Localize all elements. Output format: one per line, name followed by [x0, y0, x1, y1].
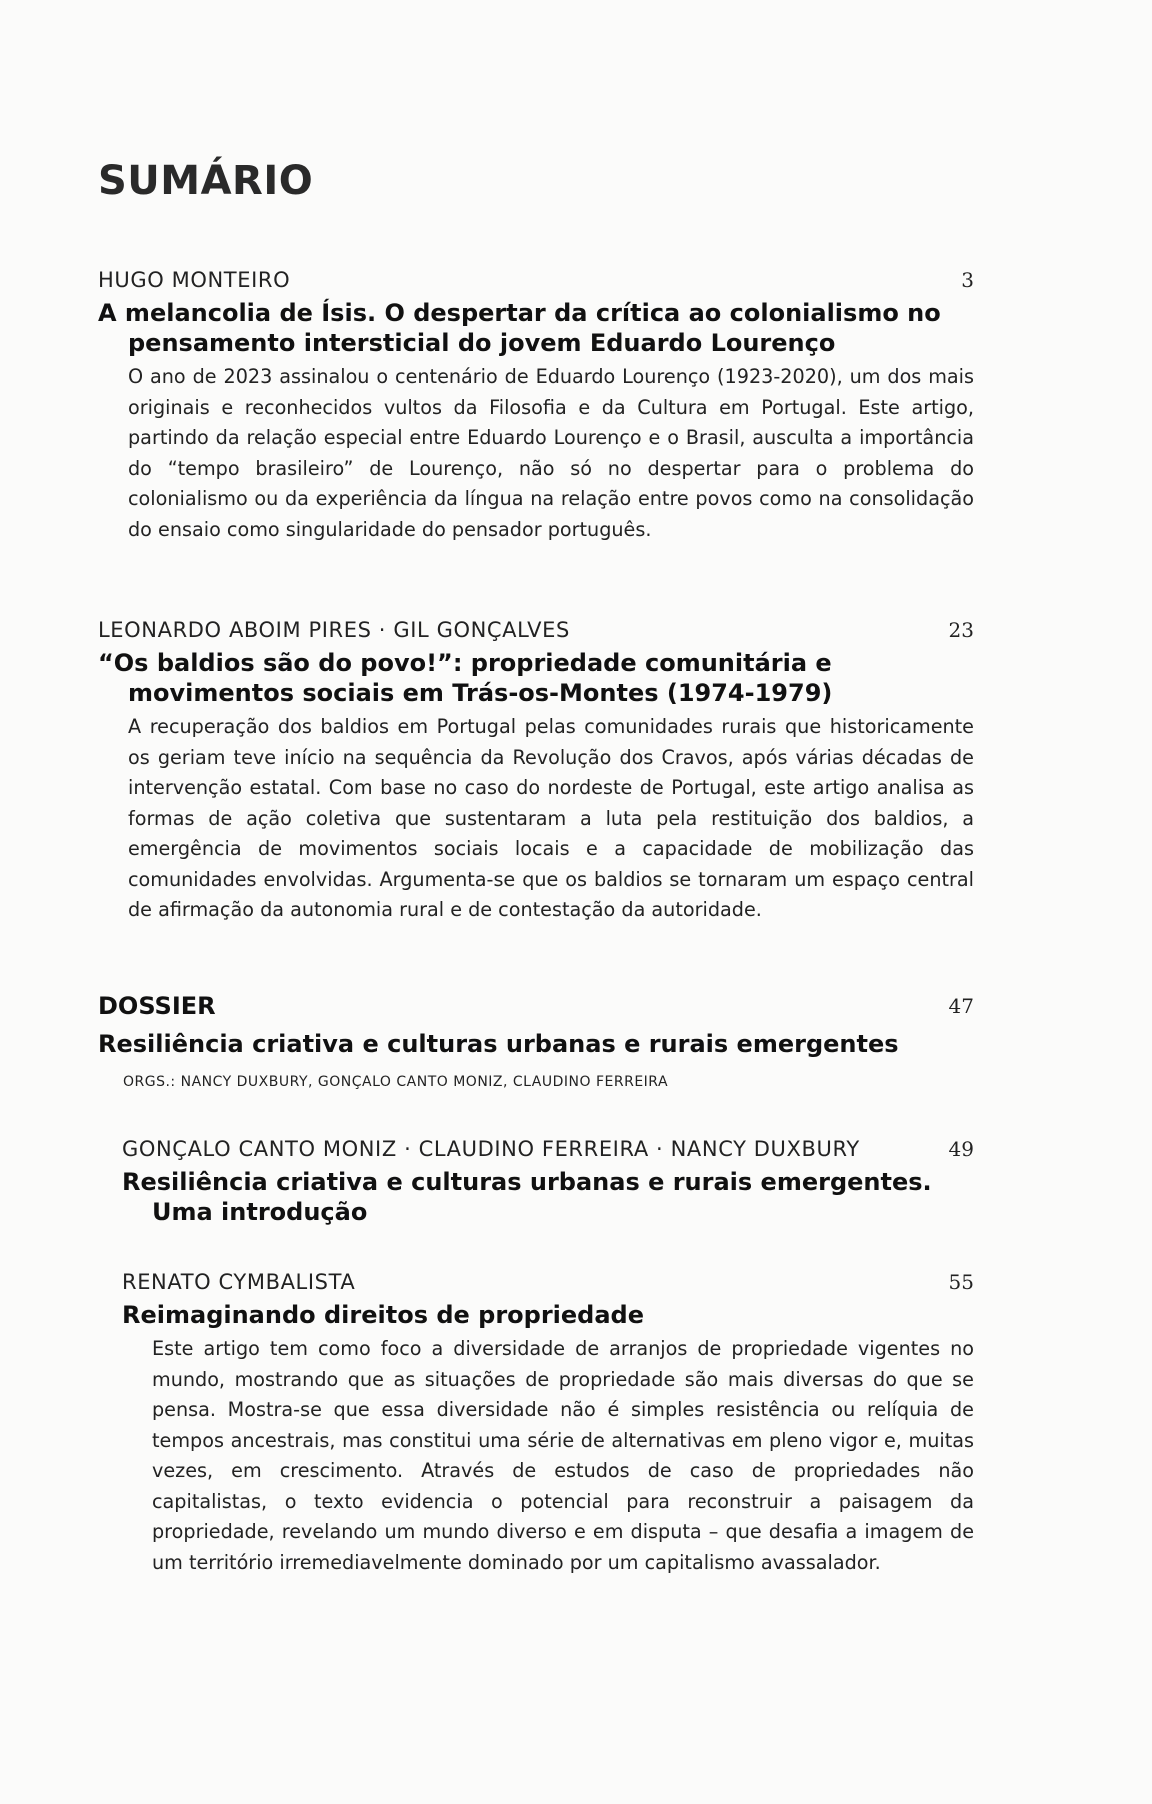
- entry-abstract: A recuperação dos baldios em Portugal pelas comunidades rurais que historicamente os geriam teve início na sequência da Revolução dos Cravos, após várias décadas de intervenção estatal. Com base no caso do nordeste de Portugal, este artigo analisa as formas de ação coletiva que sustentaram a luta pela restituição dos baldios, a emergência de movimentos sociais locais e a capacidade de mobilização das comunidades envolvidas. Argumenta-se que os baldios se tornaram um espaço central de afirmação da autonomia rural e de contestação da autoridade.: [128, 715, 974, 921]
- dossier-label: DOSSIER: [98, 992, 216, 1020]
- dossier-section: [98, 990, 974, 1090]
- toc-entry: [122, 1266, 974, 1578]
- entry-header: [98, 614, 974, 646]
- dossier-header: [98, 990, 974, 1022]
- entry-author: RENATO CYMBALISTA: [122, 1270, 356, 1294]
- entry-header: [98, 264, 974, 296]
- entry-header: [122, 1266, 974, 1298]
- entry-author: GONÇALO CANTO MONIZ · CLAUDINO FERREIRA · NANCY DUXBURY: [122, 1137, 860, 1161]
- toc-entry: [98, 614, 974, 926]
- dossier-organizers: ORGS.: NANCY DUXBURY, GONÇALO CANTO MONIZ, CLAUDINO FERREIRA: [123, 1074, 669, 1090]
- toc-entry: [122, 1133, 974, 1227]
- toc-entry: [98, 264, 974, 545]
- entry-title[interactable]: Resiliência criativa e culturas urbanas e rurais emergentes. Uma introdução: [122, 1168, 932, 1226]
- entry-author: HUGO MONTEIRO: [98, 268, 291, 292]
- entry-title[interactable]: “Os baldios são do povo!”: propriedade comunitária e movimentos sociais em Trás-os-Montes (1974-1979): [98, 649, 833, 707]
- entry-title[interactable]: A melancolia de Ísis. O despertar da crítica ao colonialismo no pensamento intersticial do jovem Eduardo Lourenço: [98, 299, 941, 357]
- entry-author: LEONARDO ABOIM PIRES · GIL GONÇALVES: [98, 618, 570, 642]
- entry-page-number: 55: [948, 1270, 974, 1294]
- entry-title[interactable]: Reimaginando direitos de propriedade: [122, 1301, 644, 1329]
- dossier-title[interactable]: Resiliência criativa e culturas urbanas e rurais emergentes: [98, 1030, 899, 1058]
- page-title: SUMÁRIO: [98, 158, 314, 204]
- entry-page-number: 23: [948, 618, 974, 642]
- entry-header: [122, 1133, 974, 1165]
- entry-abstract: O ano de 2023 assinalou o centenário de Eduardo Lourenço (1923-2020), um dos mais originais e reconhecidos vultos da Filosofia e da Cultura em Portugal. Este artigo, partindo da relação especial entre Eduardo Lourenço e o Brasil, ausculta a importância do “tempo brasileiro” de Lourenço, não só no despertar para o problema do colonialismo ou da experiência da língua na relação entre povos como na consolidação do ensaio como singularidade do pensador português.: [128, 365, 974, 541]
- entry-abstract: Este artigo tem como foco a diversidade de arranjos de propriedade vigentes no mundo, mostrando que as situações de propriedade são mais diversas do que se pensa. Mostra-se que essa diversidade não é simples resistência ou relíquia de tempos ancestrais, mas constitui uma série de alternativas em pleno vigor e, muitas vezes, em crescimento. Através de estudos de caso de propriedades não capitalistas, o texto evidencia o potencial para reconstruir a paisagem da propriedade, revelando um mundo diverso e em disputa – que desafia a imagem de um território irremediavelmente dominado por um capitalismo avassalador.: [152, 1337, 974, 1574]
- entry-page-number: 49: [948, 1137, 974, 1161]
- dossier-page-number: 47: [948, 994, 974, 1018]
- entry-page-number: 3: [961, 268, 974, 292]
